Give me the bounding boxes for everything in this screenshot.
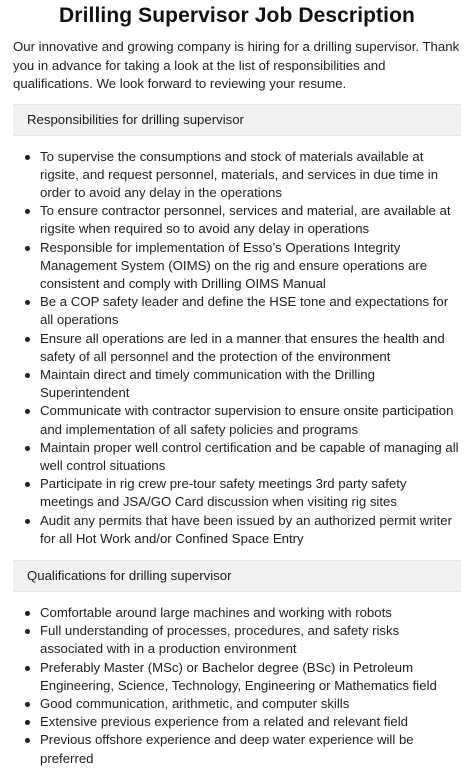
responsibility-item: Ensure all operations are led in a manner that ensures the health and safety of all personnel and the protection of the environment — [40, 330, 461, 366]
page-title: Drilling Supervisor Job Description — [59, 4, 415, 27]
responsibilities-heading: Responsibilities for drilling supervisor — [13, 104, 461, 136]
responsibility-item: Communicate with contractor supervision to ensure onsite participation and implementation of all safety policies and programs — [40, 402, 461, 438]
responsibility-item: Audit any permits that have been issued by an authorized permit writer for all Hot Work and/or Confined Space Entry — [40, 512, 461, 548]
qualification-item: Full understanding of processes, procedures, and safety risks associated with in a production environment — [40, 622, 461, 658]
responsibility-item: To ensure contractor personnel, services and material, are available at rigsite when required so to avoid any delay in operations — [40, 202, 461, 238]
responsibility-item: Maintain direct and timely communication with the Drilling Superintendent — [40, 366, 461, 402]
qualification-item: Preferably Master (MSc) or Bachelor degree (BSc) in Petroleum Engineering, Science, Technology, Engineering or Mathematics field — [40, 659, 461, 695]
qualifications-heading: Qualifications for drilling supervisor — [13, 560, 461, 592]
qualification-item: Good communication, arithmetic, and computer skills — [40, 695, 461, 713]
qualification-item: Extensive previous experience from a related and relevant field — [40, 713, 461, 731]
responsibility-item: Participate in rig crew pre-tour safety meetings 3rd party safety meetings and JSA/GO Card discussion when visiting rig sites — [40, 475, 461, 511]
responsibility-item: Responsible for implementation of Esso’s Operations Integrity Management System (OIMS) on the rig and ensure operations are consistent and comply with Drilling OIMS Manual — [40, 239, 461, 294]
intro-paragraph: Our innovative and growing company is hiring for a drilling supervisor. Thank you in advance for taking a look at the list of responsibilities and qualifications. We look forward to reviewing your resume. — [13, 39, 460, 91]
responsibility-item: To supervise the consumptions and stock of materials available at rigsite, and request personnel, materials, and services in due time in order to avoid any delay in the operations — [40, 148, 461, 203]
responsibility-item: Be a COP safety leader and define the HSE tone and expectations for all operations — [40, 293, 461, 329]
qualification-item: Previous offshore experience and deep water experience will be preferred — [40, 731, 461, 767]
qualifications-list — [13, 604, 461, 768]
responsibility-item: Maintain proper well control certification and be capable of managing all well control situations — [40, 439, 461, 475]
qualification-item: Comfortable around large machines and working with robots — [40, 604, 461, 622]
responsibilities-list — [13, 148, 461, 548]
